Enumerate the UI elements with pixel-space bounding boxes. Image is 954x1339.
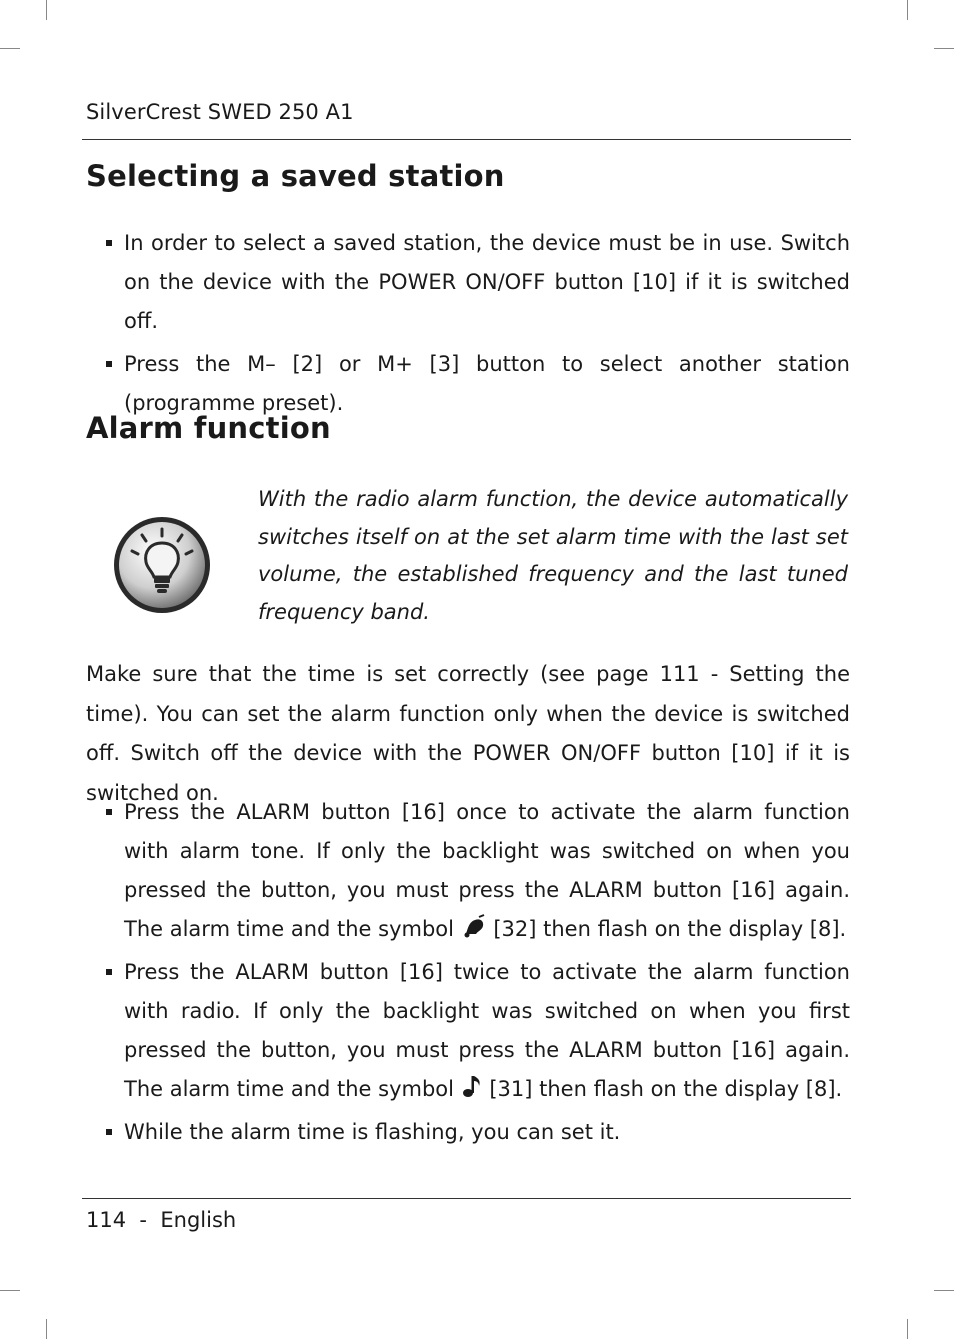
crop-mark	[46, 0, 47, 20]
crop-mark	[907, 0, 908, 20]
crop-mark	[0, 48, 20, 49]
crop-mark	[46, 1319, 47, 1339]
bell-icon	[461, 914, 487, 938]
music-note-icon	[461, 1074, 483, 1098]
text-run: [31] then flash on the display [8].	[482, 1077, 843, 1101]
note-text: With the radio alarm function, the device automatically switches itself on at the set alarm time with the last set volume, the established frequency and the last tuned frequency band.	[258, 487, 848, 625]
crop-mark	[934, 1290, 954, 1291]
list-item: Press the M– [2] or M+ [3] button to select another station (programme preset).	[104, 345, 850, 423]
alarm-steps-list	[104, 793, 850, 1156]
text-run: [32] then flash on the display [8].	[486, 917, 847, 941]
crop-mark	[907, 1319, 908, 1339]
alarm-intro-paragraph: Make sure that the time is set correctly (see page 111 - Setting the time). You can set the alarm function only when the device is switched off. Switch off the device with the POWER ON/OFF button [10] if it is switched on.	[86, 662, 850, 805]
running-header: SilverCrest SWED 250 A1	[86, 100, 354, 124]
crop-mark	[0, 1290, 20, 1291]
list-item	[104, 953, 850, 1109]
section-heading-alarm: Alarm function	[86, 411, 331, 445]
page-footer: 114 - English	[86, 1208, 237, 1232]
saved-station-list	[104, 224, 850, 427]
header-rule	[82, 139, 851, 140]
list-item: While the alarm time is flashing, you can set it.	[104, 1113, 850, 1152]
list-item	[104, 793, 850, 949]
text-run: Press the ALARM button [16] twice to activate the alarm function with radio. If only the backlight was switched on when you first pressed the button, you must press the ALARM button [16] again. The alarm time and the symbol	[124, 960, 850, 1101]
lightbulb-icon	[112, 515, 212, 615]
crop-mark	[934, 48, 954, 49]
footer-rule	[82, 1198, 851, 1199]
section-heading-saved-station: Selecting a saved station	[86, 159, 505, 193]
list-item: In order to select a saved station, the device must be in use. Switch on the device with the POWER ON/OFF button [10] if it is switched off.	[104, 224, 850, 341]
text-run: Press the ALARM button [16] once to activate the alarm function with alarm tone. If only the backlight was switched on when you pressed the button, you must press the ALARM button [16] again. The alarm time and the symbol	[124, 800, 850, 941]
